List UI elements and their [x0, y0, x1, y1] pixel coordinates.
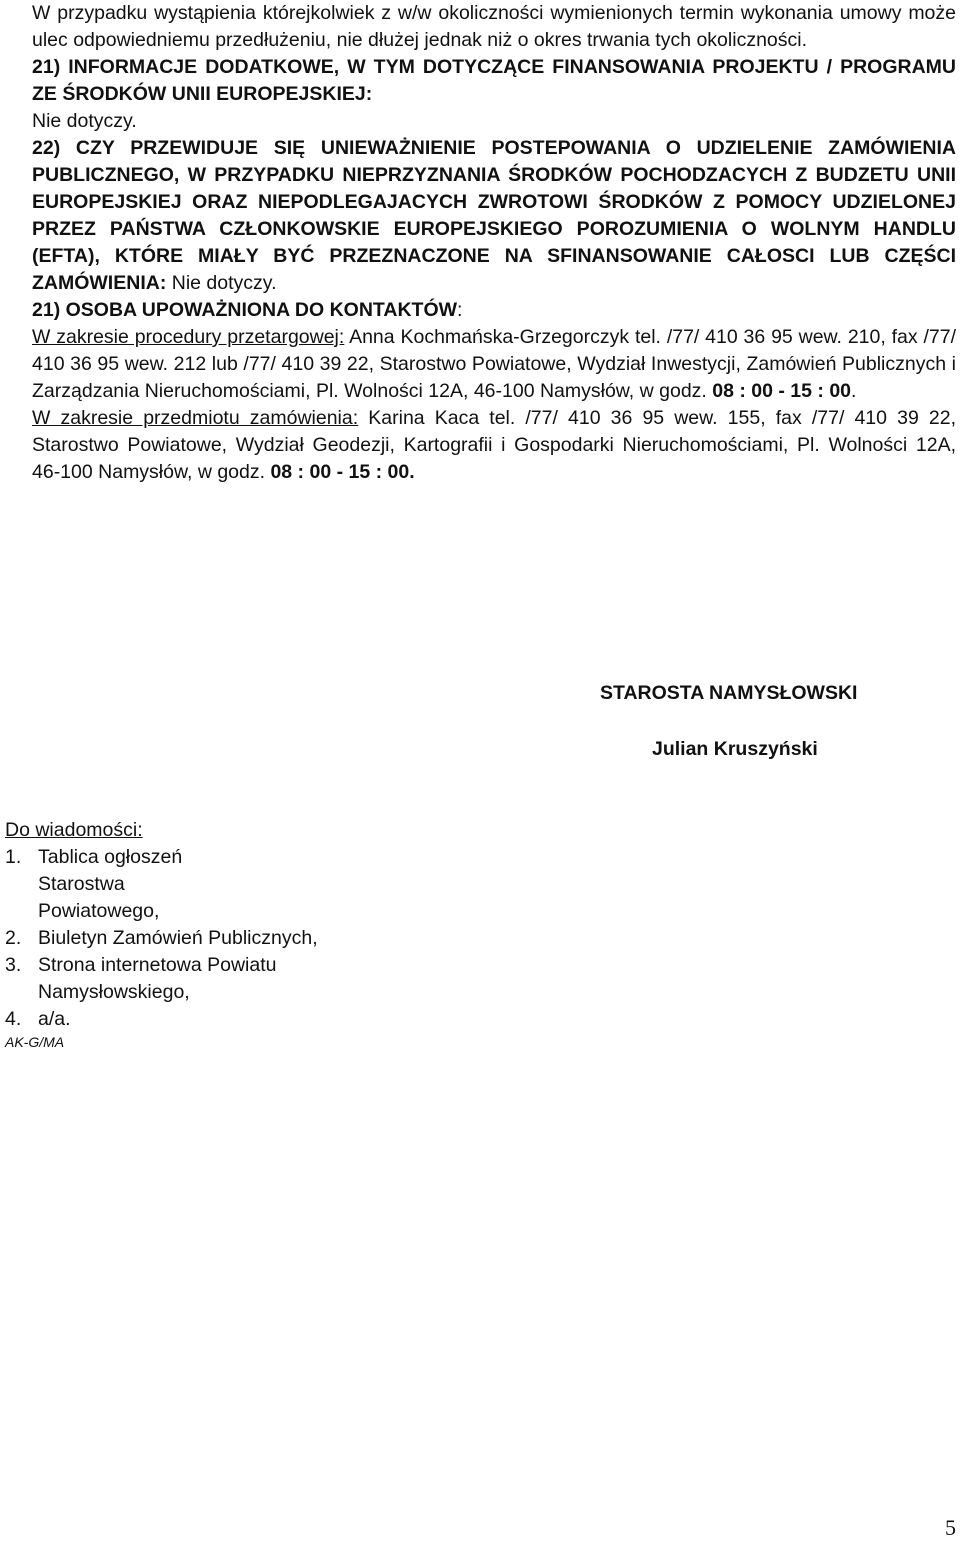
- contact-procedure: [32, 324, 956, 405]
- contact-heading-colon: :: [457, 299, 463, 321]
- document-body: [32, 0, 956, 486]
- list-item: [5, 952, 505, 1006]
- contact-procedure-end: .: [851, 380, 857, 402]
- contact-subject-text: Karina Kaca tel. /77/ 410 36 95 wew. 155, fax /77/ 410 39 22, Starostwo Powiatowe, Wydział Geodezji, Kartografii i Gospodarki Nieruchomościami, Pl. Wolności 12A, 46-100 Namysłów, w godz.: [32, 407, 956, 483]
- section-21-heading: 21) INFORMACJE DODATKOWE, W TYM DOTYCZĄCE FINANSOWANIA PROJEKTU / PROGRAMU ZE ŚRODKÓW UNII EUROPEJSKIEJ:: [32, 56, 956, 105]
- page-number: 5: [945, 1515, 956, 1540]
- contact-subject: [32, 405, 956, 486]
- section-21-value: Nie dotyczy.: [32, 110, 137, 132]
- list-item-text: a/a.: [38, 1008, 71, 1030]
- distribution-items: [5, 844, 505, 1033]
- contact-procedure-hours: 08 : 00 - 15 : 00: [712, 380, 852, 402]
- author-initials: AK-G/MA: [5, 1034, 65, 1050]
- signature-title: STAROSTA NAMYSŁOWSKI: [600, 682, 858, 704]
- list-item: [5, 1006, 505, 1033]
- contact-heading: [32, 297, 956, 324]
- section-22-value: Nie dotyczy.: [166, 272, 277, 294]
- contact-subject-label: W zakresie przedmiotu zamówienia:: [32, 407, 359, 429]
- signature-name: Julian Kruszyński: [652, 738, 818, 760]
- section-22-heading: 22) CZY PRZEWIDUJE SIĘ UNIEWAŻNIENIE POSTEPOWANIA O UDZIELENIE ZAMÓWIENIA PUBLICZNEGO, W PRZYPADKU NIEPRZYZNANIA ŚRODKÓW POCHODZACYCH Z BUDZETU UNII EUROPEJSKIEJ ORAZ NIEPODLEGAJACYCH ZWROTOWI ŚRODKÓW Z POMOCY UDZIELONEJ PRZEZ PAŃSTWA CZŁONKOWSKIE EUROPEJSKIEGO POROZUMIENIA O WOLNYM HANDLU (EFTA), KTÓRE MIAŁY BYĆ PRZEZNACZONE NA SFINANSOWANIE CAŁOSCI LUB CZĘŚCI ZAMÓWIENIA:: [32, 137, 956, 294]
- intro-paragraph: W przypadku wystąpienia którejkolwiek z w/w okoliczności wymienionych termin wykonania umowy może ulec odpowiedniemu przedłużeniu, nie dłużej jednak niż o okres trwania tych okoliczności.: [32, 2, 956, 51]
- list-item: [5, 844, 505, 925]
- contact-procedure-text: Anna Kochmańska-Grzegorczyk tel. /77/ 410 36 95 wew. 210, fax /77/ 410 36 95 wew. 212 lub /77/ 410 39 22, Starostwo Powiatowe, Wydział Inwestycji, Zamówień Publicznych i Zarządzania Nieruchomościami, Pl. Wolności 12A, 46-100 Namysłów, w godz.: [32, 326, 956, 402]
- distribution-heading: Do wiadomości:: [5, 819, 143, 841]
- list-item-text: Strona internetowa Powiatu Namysłowskiego,: [38, 954, 277, 1003]
- list-item-number: 2.: [5, 927, 22, 949]
- list-item-text: Biuletyn Zamówień Publicznych,: [38, 927, 318, 949]
- contact-procedure-label: W zakresie procedury przetargowej:: [32, 326, 345, 348]
- contact-heading-text: 21) OSOBA UPOWAŻNIONA DO KONTAKTÓW: [32, 299, 458, 321]
- list-item: [5, 925, 505, 952]
- list-item-number: 1.: [5, 846, 22, 868]
- section-22: [32, 135, 956, 297]
- contact-subject-hours: 08 : 00 - 15 : 00.: [270, 461, 415, 483]
- list-item-number: 4.: [5, 1008, 22, 1030]
- distribution-list: [5, 817, 505, 1051]
- list-item-text: Tablica ogłoszeń Starostwa Powiatowego,: [38, 846, 183, 922]
- list-item-number: 3.: [5, 954, 22, 976]
